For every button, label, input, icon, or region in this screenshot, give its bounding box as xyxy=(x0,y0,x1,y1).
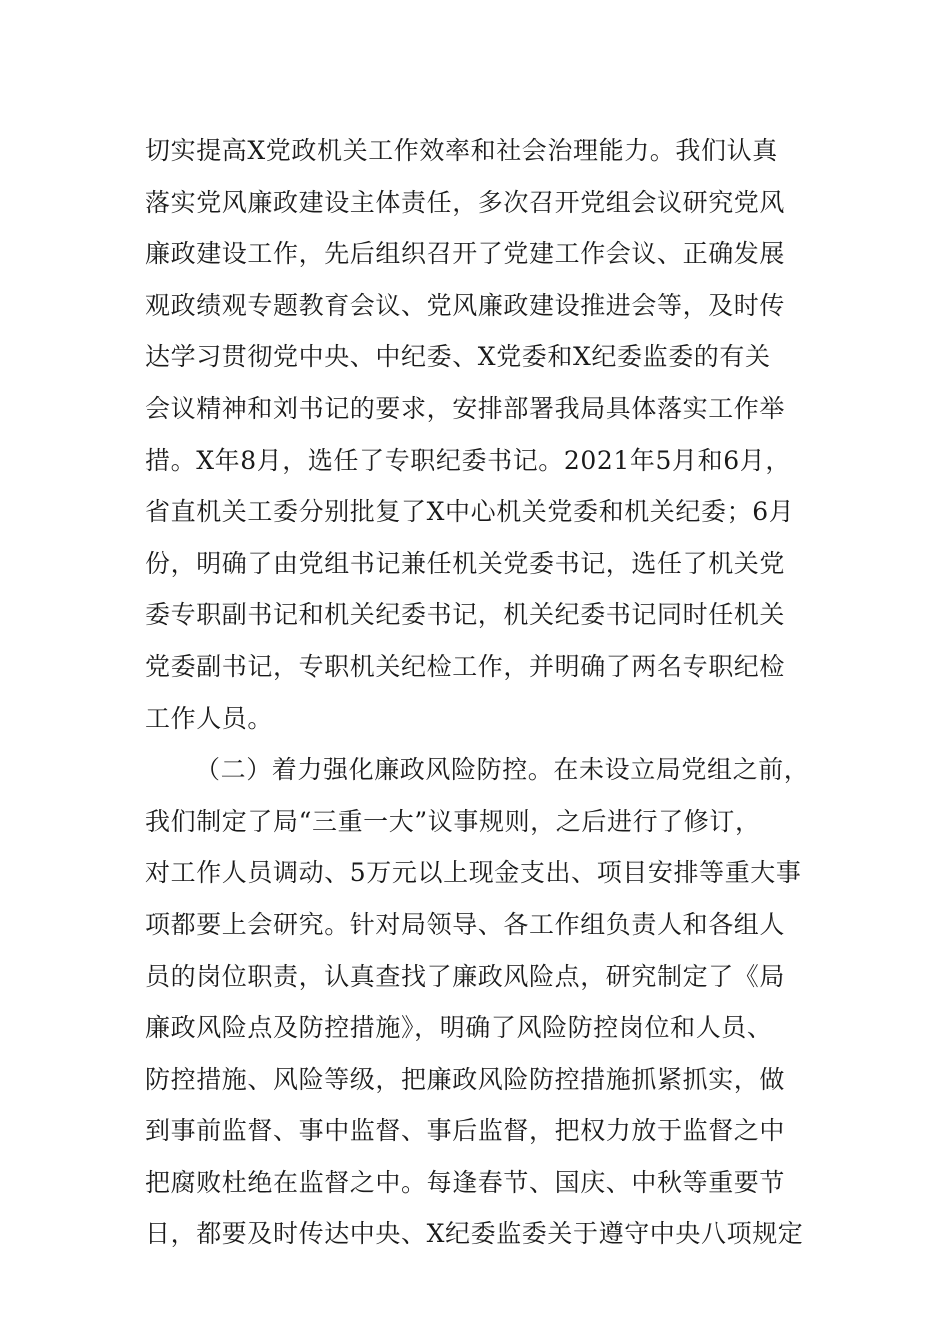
text-line: 份，明确了由党组书记兼任机关党委书记，选任了机关党 xyxy=(145,548,786,578)
text-line: 项都要上会研究。针对局领导、各工作组负责人和各组人 xyxy=(145,909,786,939)
text-line: 日，都要及时传达中央、X纪委监委关于遵守中央八项规定 xyxy=(145,1219,804,1249)
paragraph-2 xyxy=(145,750,815,1266)
text-line: 切实提高X党政机关工作效率和社会治理能力。我们认真 xyxy=(145,136,778,165)
text-line: 落实党风廉政建设主体责任，多次召开党组会议研究党风 xyxy=(145,187,786,217)
text-line: 员的岗位职责，认真查找了廉政风险点，研究制定了《局 xyxy=(145,961,786,991)
text-line: 工作人员。 xyxy=(145,703,274,733)
text-line: 把腐败杜绝在监督之中。每逢春节、国庆、中秋等重要节 xyxy=(145,1167,786,1197)
text-line: 防控措施、风险等级，把廉政风险防控措施抓紧抓实，做 xyxy=(145,1064,786,1094)
text-line: 到事前监督、事中监督、事后监督，把权力放于监督之中 xyxy=(145,1116,786,1146)
text-line: 措。X年8月，选任了专职纪委书记。2021年5月和6月， xyxy=(145,445,791,475)
text-line: 会议精神和刘书记的要求，安排部署我局具体落实工作举 xyxy=(145,393,786,423)
text-line: 廉政风险点及防控措施》，明确了风险防控岗位和人员、 xyxy=(145,1013,773,1043)
text-line: 对工作人员调动、5万元以上现金支出、项目安排等重大事 xyxy=(145,858,802,888)
text-line: 观政绩观专题教育会议、党风廉政建设推进会等，及时传 xyxy=(145,290,786,320)
text-line: 省直机关工委分别批复了X中心机关党委和机关纪委；6月 xyxy=(145,497,795,527)
text-line: 党委副书记，专职机关纪检工作，并明确了两名专职纪检 xyxy=(145,651,786,681)
text-line: 委专职副书记和机关纪委书记，机关纪委书记同时任机关 xyxy=(145,600,786,630)
text-line: 达学习贯彻党中央、中纪委、X党委和X纪委监委的有关 xyxy=(145,342,771,372)
text-line: 我们制定了局“三重一大”议事规则，之后进行了修订， xyxy=(145,806,761,836)
paragraph-1 xyxy=(145,131,815,750)
document-body xyxy=(145,131,815,1266)
text-line: 廉政建设工作，先后组织召开了党建工作会议、正确发展 xyxy=(145,239,786,269)
text-line: （二）着力强化廉政风险防控。在未设立局党组之前， xyxy=(195,755,810,785)
